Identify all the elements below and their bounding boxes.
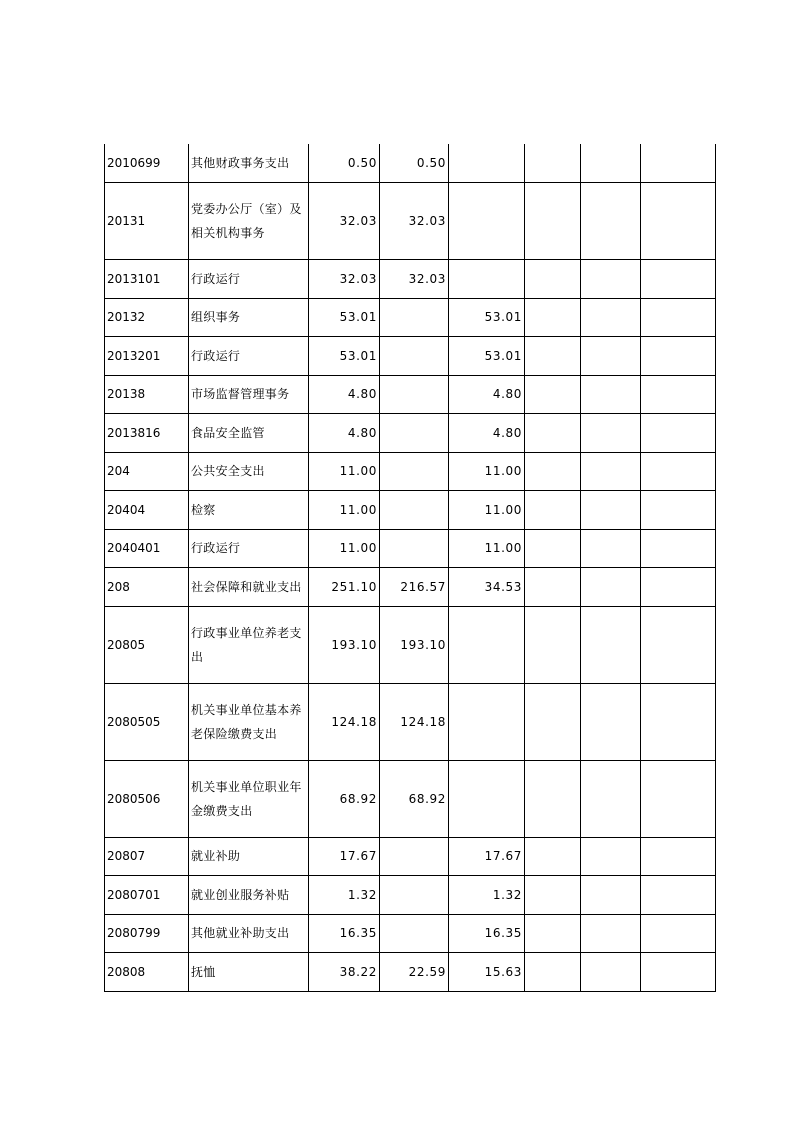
cell-basic (380, 298, 449, 337)
cell-name: 组织事务 (189, 298, 309, 337)
cell-project (449, 183, 525, 260)
cell-project: 34.53 (449, 568, 525, 607)
cell-col5 (581, 337, 641, 376)
cell-name: 社会保障和就业支出 (189, 568, 309, 607)
cell-total: 251.10 (309, 568, 380, 607)
cell-code: 2013201 (105, 337, 189, 376)
cell-col5 (581, 529, 641, 568)
cell-project: 4.80 (449, 414, 525, 453)
cell-col5 (581, 414, 641, 453)
cell-col5 (581, 491, 641, 530)
cell-name: 抚恤 (189, 953, 309, 992)
cell-col4 (525, 683, 581, 760)
cell-col4 (525, 337, 581, 376)
cell-basic (380, 414, 449, 453)
cell-total: 11.00 (309, 491, 380, 530)
cell-col6 (641, 183, 716, 260)
cell-project: 11.00 (449, 491, 525, 530)
cell-name: 行政事业单位养老支出 (189, 606, 309, 683)
cell-col4 (525, 183, 581, 260)
cell-basic: 32.03 (380, 183, 449, 260)
cell-code: 20805 (105, 606, 189, 683)
cell-total: 53.01 (309, 298, 380, 337)
cell-basic (380, 876, 449, 915)
cell-name: 市场监督管理事务 (189, 375, 309, 414)
cell-col6 (641, 953, 716, 992)
cell-code: 20138 (105, 375, 189, 414)
cell-name: 公共安全支出 (189, 452, 309, 491)
cell-name: 机关事业单位基本养老保险缴费支出 (189, 683, 309, 760)
cell-total: 11.00 (309, 529, 380, 568)
table-row (105, 568, 716, 607)
cell-col5 (581, 183, 641, 260)
cell-total: 53.01 (309, 337, 380, 376)
cell-col4 (525, 414, 581, 453)
cell-code: 2013101 (105, 260, 189, 299)
cell-name: 食品安全监管 (189, 414, 309, 453)
cell-col4 (525, 837, 581, 876)
cell-col4 (525, 953, 581, 992)
cell-project (449, 260, 525, 299)
cell-col4 (525, 298, 581, 337)
cell-code: 20808 (105, 953, 189, 992)
table-row (105, 606, 716, 683)
cell-name: 其他就业补助支出 (189, 914, 309, 953)
cell-col4 (525, 760, 581, 837)
cell-col5 (581, 914, 641, 953)
table-row (105, 337, 716, 376)
table-row (105, 953, 716, 992)
cell-col5 (581, 876, 641, 915)
cell-project: 11.00 (449, 452, 525, 491)
budget-table (104, 144, 716, 992)
table-row (105, 414, 716, 453)
cell-col6 (641, 914, 716, 953)
table-row (105, 298, 716, 337)
cell-code: 2080799 (105, 914, 189, 953)
cell-total: 0.50 (309, 144, 380, 183)
cell-code: 2080505 (105, 683, 189, 760)
cell-col4 (525, 876, 581, 915)
cell-code: 2040401 (105, 529, 189, 568)
cell-col4 (525, 491, 581, 530)
cell-code: 204 (105, 452, 189, 491)
cell-total: 4.80 (309, 375, 380, 414)
cell-name: 就业创业服务补贴 (189, 876, 309, 915)
cell-col6 (641, 414, 716, 453)
cell-basic: 68.92 (380, 760, 449, 837)
cell-basic (380, 491, 449, 530)
cell-col6 (641, 876, 716, 915)
cell-basic (380, 837, 449, 876)
cell-col5 (581, 375, 641, 414)
cell-col4 (525, 606, 581, 683)
cell-total: 11.00 (309, 452, 380, 491)
cell-project (449, 683, 525, 760)
cell-col5 (581, 260, 641, 299)
cell-basic (380, 452, 449, 491)
table-row (105, 452, 716, 491)
cell-total: 17.67 (309, 837, 380, 876)
cell-basic: 193.10 (380, 606, 449, 683)
table-row (105, 837, 716, 876)
cell-code: 20132 (105, 298, 189, 337)
cell-col4 (525, 452, 581, 491)
cell-name: 机关事业单位职业年金缴费支出 (189, 760, 309, 837)
cell-code: 20404 (105, 491, 189, 530)
cell-total: 32.03 (309, 183, 380, 260)
cell-col6 (641, 452, 716, 491)
cell-col6 (641, 337, 716, 376)
cell-basic: 124.18 (380, 683, 449, 760)
table-row (105, 375, 716, 414)
cell-code: 2080506 (105, 760, 189, 837)
table-body (105, 144, 716, 991)
cell-project (449, 760, 525, 837)
cell-project: 1.32 (449, 876, 525, 915)
cell-col4 (525, 260, 581, 299)
cell-project: 16.35 (449, 914, 525, 953)
cell-code: 2010699 (105, 144, 189, 183)
table-row (105, 914, 716, 953)
cell-col6 (641, 683, 716, 760)
cell-code: 2080701 (105, 876, 189, 915)
table-row (105, 144, 716, 183)
table-row (105, 183, 716, 260)
cell-total: 124.18 (309, 683, 380, 760)
cell-name: 行政运行 (189, 529, 309, 568)
cell-col5 (581, 953, 641, 992)
cell-col5 (581, 606, 641, 683)
cell-total: 4.80 (309, 414, 380, 453)
cell-basic: 22.59 (380, 953, 449, 992)
table-row (105, 683, 716, 760)
cell-basic: 216.57 (380, 568, 449, 607)
cell-project: 15.63 (449, 953, 525, 992)
cell-col6 (641, 491, 716, 530)
cell-name: 行政运行 (189, 337, 309, 376)
cell-col6 (641, 837, 716, 876)
cell-name: 其他财政事务支出 (189, 144, 309, 183)
cell-basic (380, 914, 449, 953)
cell-col4 (525, 529, 581, 568)
cell-col6 (641, 375, 716, 414)
cell-total: 16.35 (309, 914, 380, 953)
cell-basic (380, 337, 449, 376)
cell-col5 (581, 683, 641, 760)
cell-col5 (581, 568, 641, 607)
cell-code: 20131 (105, 183, 189, 260)
cell-col6 (641, 260, 716, 299)
cell-project (449, 144, 525, 183)
table-row (105, 529, 716, 568)
cell-name: 检察 (189, 491, 309, 530)
cell-basic (380, 529, 449, 568)
cell-col6 (641, 606, 716, 683)
cell-col6 (641, 298, 716, 337)
cell-col6 (641, 568, 716, 607)
cell-col5 (581, 760, 641, 837)
cell-col5 (581, 144, 641, 183)
cell-basic: 32.03 (380, 260, 449, 299)
cell-col4 (525, 914, 581, 953)
table-row (105, 760, 716, 837)
cell-project: 11.00 (449, 529, 525, 568)
cell-name: 就业补助 (189, 837, 309, 876)
cell-col6 (641, 144, 716, 183)
cell-col4 (525, 375, 581, 414)
cell-col6 (641, 529, 716, 568)
cell-total: 68.92 (309, 760, 380, 837)
cell-code: 20807 (105, 837, 189, 876)
cell-col5 (581, 837, 641, 876)
table-row (105, 491, 716, 530)
cell-col4 (525, 144, 581, 183)
cell-basic: 0.50 (380, 144, 449, 183)
cell-col5 (581, 452, 641, 491)
cell-basic (380, 375, 449, 414)
cell-name: 党委办公厅（室）及相关机构事务 (189, 183, 309, 260)
cell-col6 (641, 760, 716, 837)
cell-project: 4.80 (449, 375, 525, 414)
cell-name: 行政运行 (189, 260, 309, 299)
cell-project (449, 606, 525, 683)
cell-total: 32.03 (309, 260, 380, 299)
cell-project: 53.01 (449, 298, 525, 337)
cell-code: 208 (105, 568, 189, 607)
cell-total: 193.10 (309, 606, 380, 683)
table-row (105, 260, 716, 299)
cell-total: 1.32 (309, 876, 380, 915)
cell-project: 17.67 (449, 837, 525, 876)
cell-total: 38.22 (309, 953, 380, 992)
cell-code: 2013816 (105, 414, 189, 453)
table-row (105, 876, 716, 915)
cell-col4 (525, 568, 581, 607)
cell-col5 (581, 298, 641, 337)
cell-project: 53.01 (449, 337, 525, 376)
